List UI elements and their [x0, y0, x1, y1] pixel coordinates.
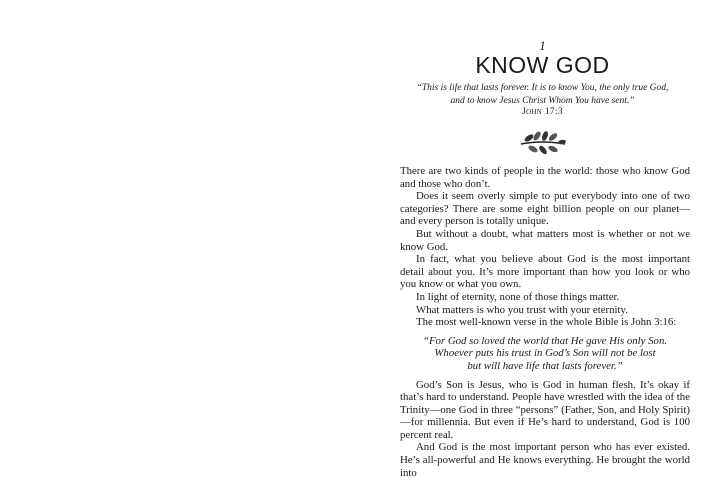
paragraph: What matters is who you trust with your eternity. — [416, 303, 628, 316]
paragraph: Does it seem overly simple to put everybody into one of two categories? There are some eight billion people on our planet—and every person is totally unique. — [400, 190, 690, 228]
scripture-quote — [400, 335, 690, 373]
paragraph: The most well-known verse in the whole Bible is John 3:16: — [416, 316, 677, 329]
chapter-body — [400, 165, 690, 479]
epigraph-line: and to know Jesus Christ Whom You have sent.” — [450, 96, 635, 106]
epigraph — [400, 82, 685, 108]
paragraph: There are two kinds of people in the world: those who know God and those who don’t. — [400, 165, 690, 190]
epigraph-line: “This is life that lasts forever. It is to know You, the only true God, — [416, 83, 669, 93]
paragraph: And God is the most important person who has ever existed. He’s all-powerful and He knows everything. He brought the world into — [400, 441, 690, 479]
quote-line: but will have life that lasts forever.” — [467, 359, 623, 372]
epigraph-reference: John 17:3 — [522, 107, 563, 117]
paragraph: But without a doubt, what matters most is whether or not we know God. — [400, 227, 690, 253]
paragraph: In light of eternity, none of those things matter. — [416, 290, 620, 303]
chapter-number: 1 — [539, 38, 546, 53]
chapter-title: KNOW GOD — [475, 52, 610, 78]
paragraph: In fact, what you believe about God is the most important detail about you. It’s more important than how you look or who you know or what you own. — [400, 253, 690, 291]
leaf-ornament-icon — [515, 128, 570, 156]
quote-line: “For God so loved the world that He gave His only Son. — [422, 334, 668, 347]
paragraph: God’s Son is Jesus, who is God in human flesh. It’s okay if that’s hard to understand. People have wrestled with the idea of the Trinity—one God in three “persons” (Father, Son, and Holy Spirit)—for millennia. But even if He’s hard to understand, God is 100 percent real. — [400, 378, 690, 441]
quote-line: Whoever puts his trust in God’s Son will not be lost — [434, 347, 656, 360]
